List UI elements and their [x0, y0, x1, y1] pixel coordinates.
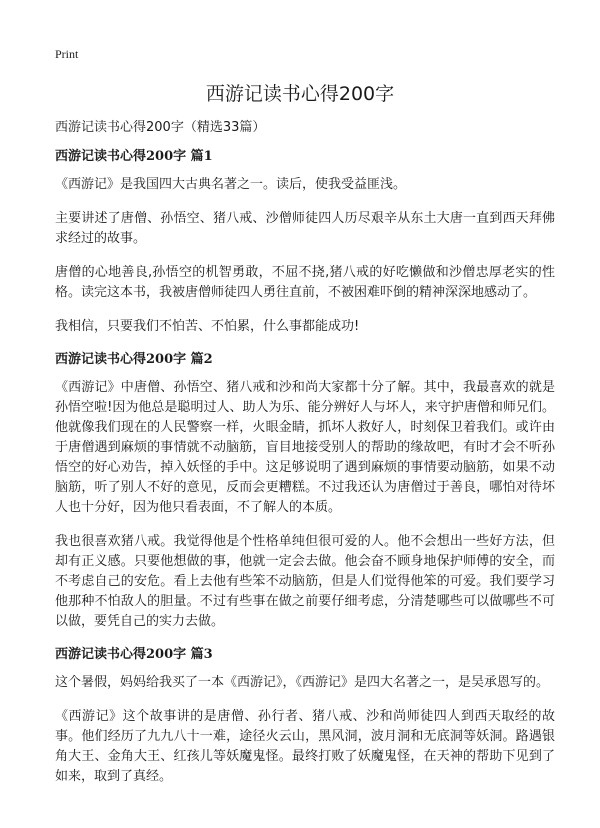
paragraph: 我也很喜欢猪八戒。我觉得他是个性格单纯但很可爱的人。他不会想出一些好方法，但却有正义感。只要他想做的事，他就一定会去做。他会奋不顾身地保护师傅的安全，而不考虑自己的安危。看上去他有些笨不动脑筋，但是人们觉得他笨的可爱。我们要学习他那种不怕敌人的胆量。不过有些事在做之前要仔细考虑，分清楚哪些可以做哪些不可以做，要凭自己的实力去做。 — [55, 534, 555, 629]
paragraph: 《西游记》中唐僧、孙悟空、猪八戒和沙和尚大家都十分了解。其中，我最喜欢的就是孙悟空啦!因为他总是聪明过人、助人为乐、能分辨好人与坏人，来守护唐僧和师兄们。他就像我们现在的人民警察一样，火眼金睛，抓坏人救好人，时刻保卫着我们。或许由于唐僧遇到麻烦的事情就不动脑筋，盲目地接受别人的帮助的缘故吧，有时才会不听孙悟空的好心劝告，掉入妖怪的手中。这足够说明了遇到麻烦的事情要动脑筋，如果不动脑筋，听了别人不好的意见，反而会更糟糕。不过我还认为唐僧过于善良，哪怕对待坏人也十分好，因为他只看表面，不了解人的本质。 — [55, 380, 555, 515]
section-3 — [55, 645, 555, 787]
section-heading: 西游记读书心得200字 篇2 — [55, 352, 213, 367]
document-subtitle: 西游记读书心得200字（精选33篇） — [55, 120, 266, 135]
page-title: 西游记读书心得200字 — [205, 83, 395, 105]
paragraph: 《西游记》是我国四大古典名著之一。读后，使我受益匪浅。 — [55, 177, 407, 192]
print-link[interactable]: Print — [55, 47, 79, 61]
paragraph: 《西游记》这个故事讲的是唐僧、孙行者、猪八戒、沙和尚师徒四人到西天取经的故事。他们经历了九九八十一难，途径火云山，黑风洞，波月洞和无底洞等妖洞。路遇银角大王、金角大王、红孩儿等妖魔鬼怪。最终打败了妖魔鬼怪，在天神的帮助下见到了如来，取到了真经。 — [55, 709, 555, 784]
section-2 — [55, 350, 555, 632]
paragraph: 唐僧的心地善良,孙悟空的机智勇敢，不屈不挠,猪八戒的好吃懒做和沙僧忠厚老实的性格。读完这本书，我被唐僧师徒四人勇往直前，不被困难吓倒的精神深深地感动了。 — [55, 265, 555, 300]
paragraph: 主要讲述了唐僧、孙悟空、猪八戒、沙僧师徒四人历尽艰辛从东土大唐一直到西天拜佛求经过的故事。 — [55, 211, 555, 246]
section-heading: 西游记读书心得200字 篇1 — [55, 149, 213, 164]
paragraph: 这个暑假，妈妈给我买了一本《西游记》，《西游记》是四大名著之一，是吴承恩写的。 — [55, 675, 550, 690]
paragraph: 我相信，只要我们不怕苦、不怕累，什么事都能成功! — [55, 319, 360, 334]
document-body — [55, 118, 555, 800]
section-heading: 西游记读书心得200字 篇3 — [55, 647, 213, 662]
section-1 — [55, 147, 555, 337]
